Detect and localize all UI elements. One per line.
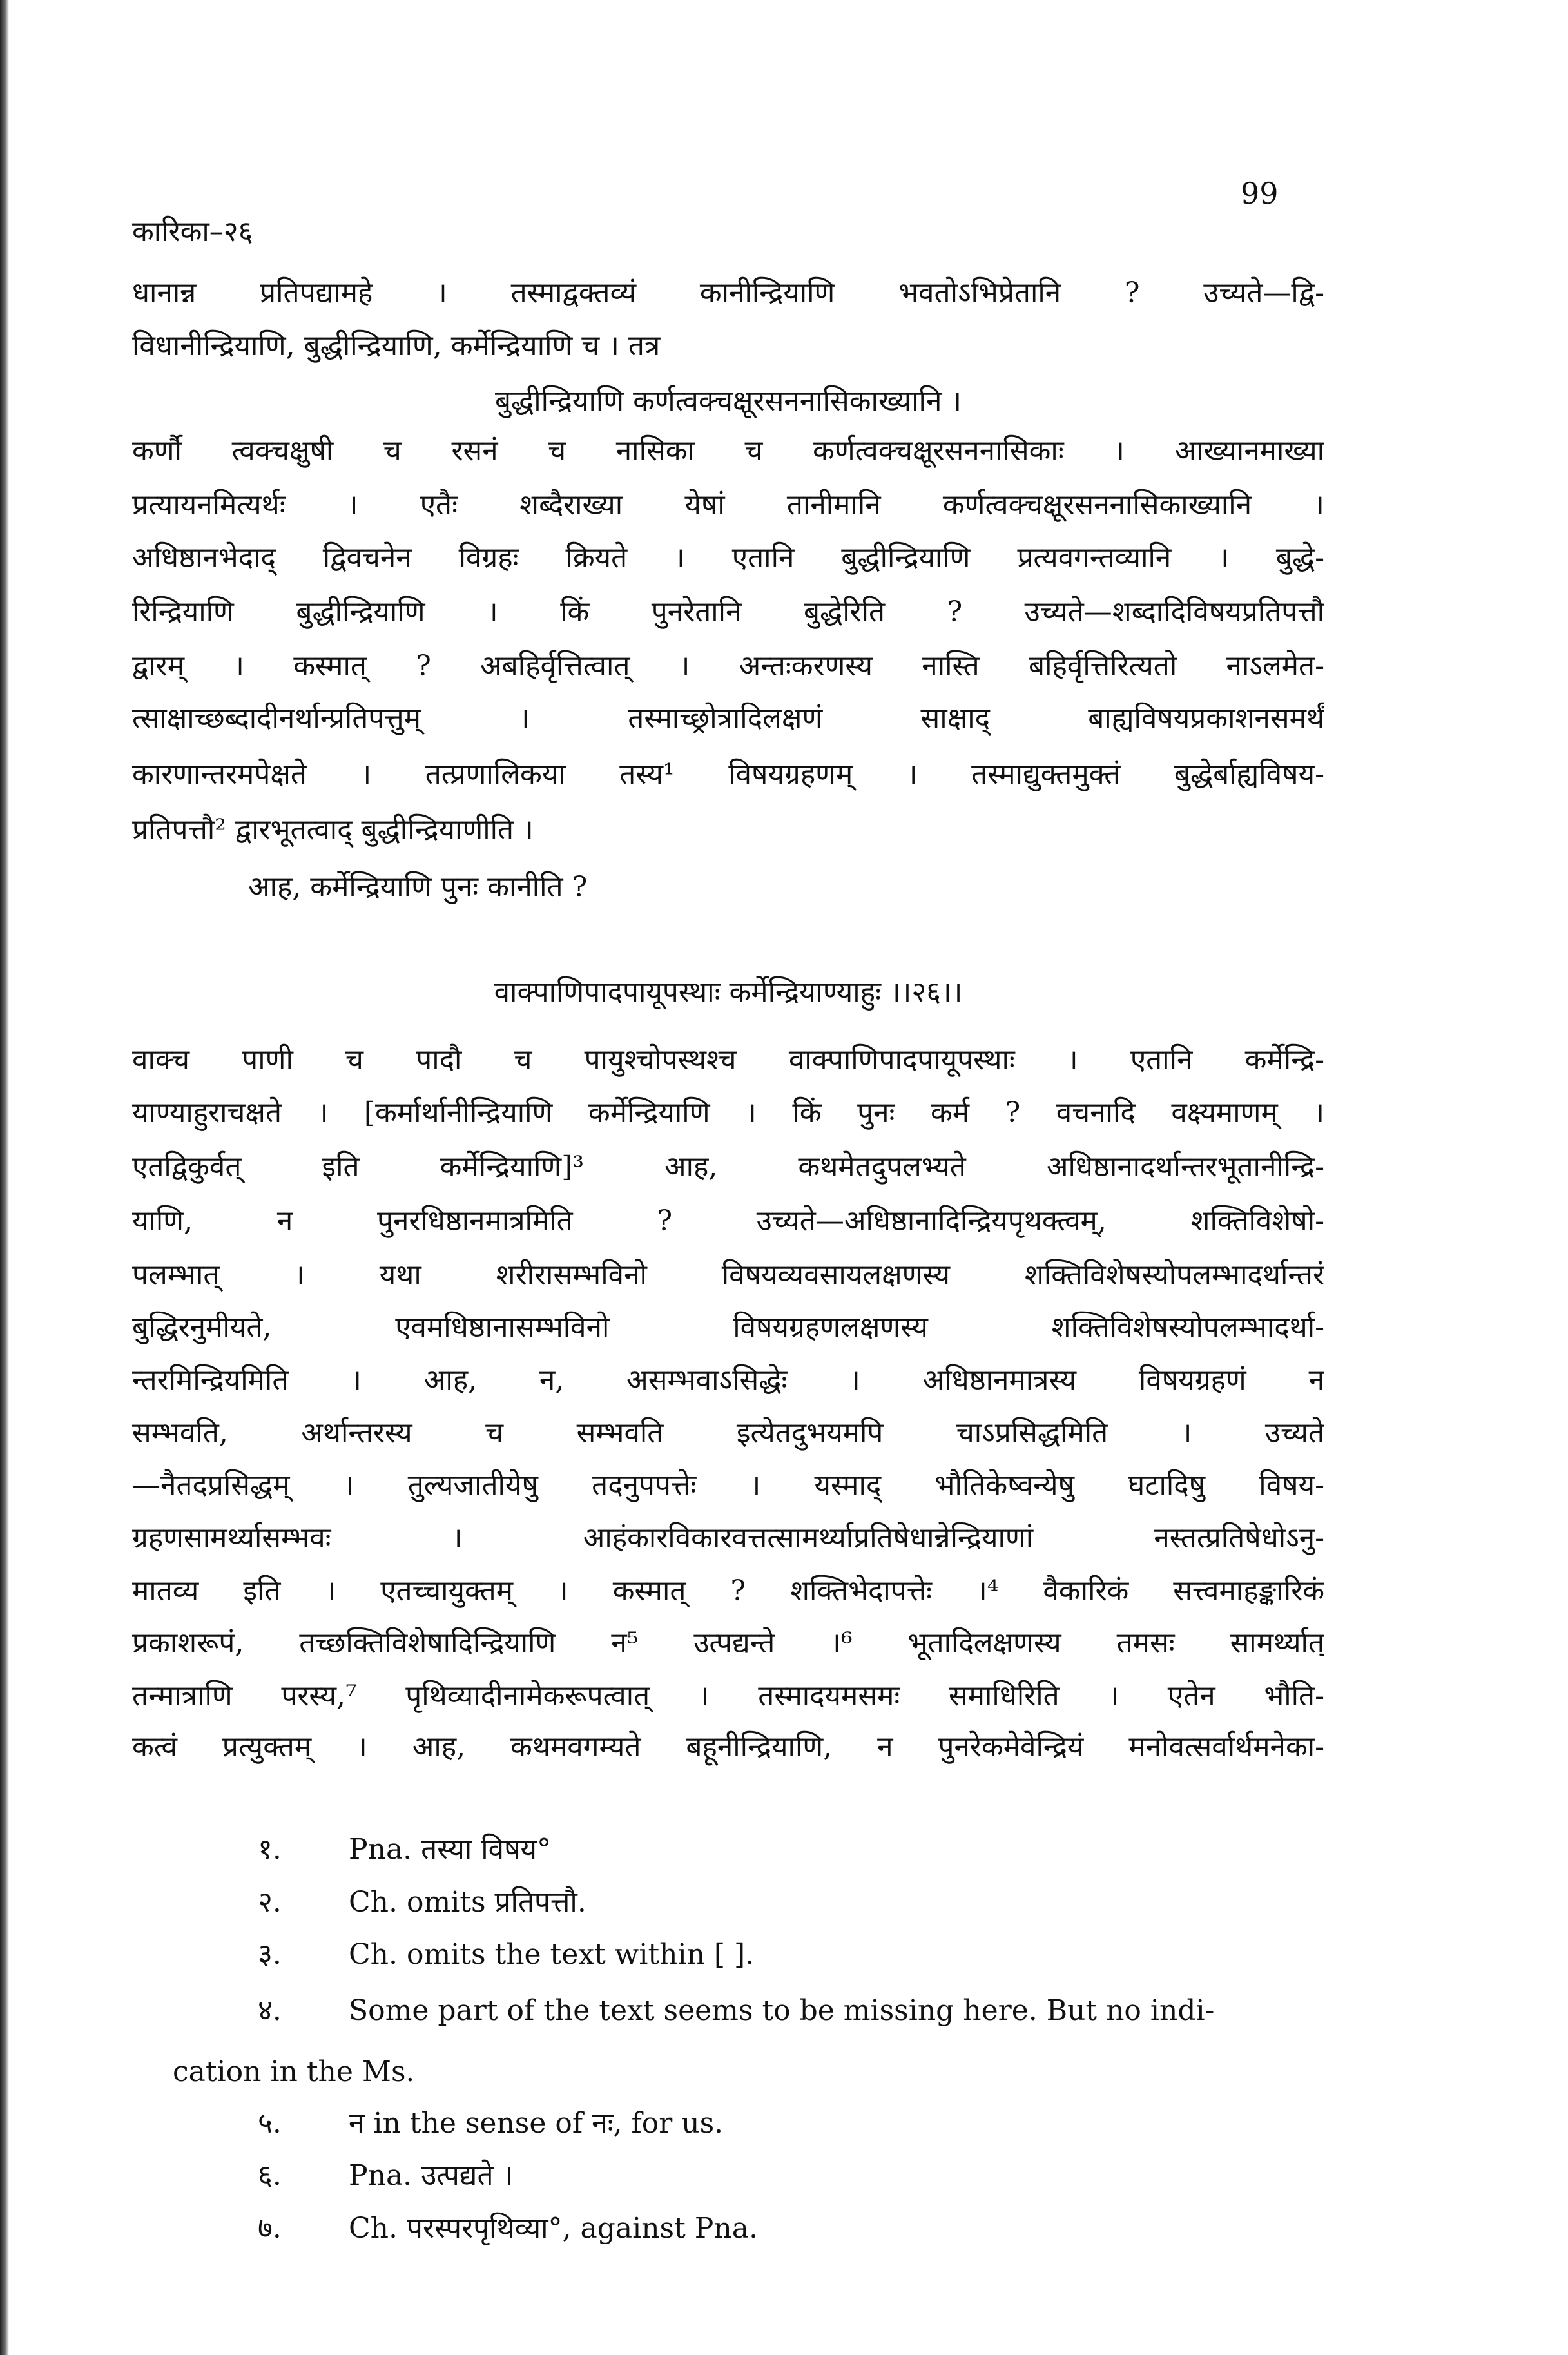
text-line: कत्वं प्रत्युक्तम् । आह, कथमवगम्यते बहूनीन्द्रियाणि, न पुनरेकमेवेन्द्रियं मनोवत्सर्वार्थमनेका- xyxy=(132,1730,1324,1763)
footnote-number: ६. xyxy=(258,2159,282,2192)
text-line: वाक्च पाणी च पादौ च पायुश्चोपस्थश्च वाक्पाणिपादपायूपस्थाः । एतानि कर्मेन्द्रि- xyxy=(132,1043,1324,1076)
footnote-number: ४. xyxy=(258,1994,282,2027)
footnote-text: Ch. omits the text within [ ]. xyxy=(349,1938,755,1971)
text-line: विधानीन्द्रियाणि, बुद्धीन्द्रियाणि, कर्मेन्द्रियाणि च । तत्र xyxy=(132,329,661,362)
footnote-text: Ch. परस्परपृथिव्या°, against Pna. xyxy=(349,2212,758,2245)
text-line: त्साक्षाच्छब्दादीनर्थान्प्रतिपत्तुम् । तस्माच्छ्रोत्रादिलक्षणं साक्षाद् बाह्यविषयप्रकाशनसमर्थं xyxy=(132,702,1324,735)
text-line: तन्मात्राणि परस्य,⁷ पृथिव्यादीनामेकरूपत्वात् । तस्मादयमसमः समाधिरिति । एतेन भौति- xyxy=(132,1680,1324,1712)
scan-edge xyxy=(0,0,9,2355)
text-line: प्रकाशरूपं, तच्छक्तिविशेषादिन्द्रियाणि न⁵ उत्पद्यन्ते ।⁶ भूतादिलक्षणस्य तमसः सामर्थ्यात् xyxy=(132,1627,1324,1660)
footnote-number: १. xyxy=(258,1833,282,1866)
text-line: एतद्विकुर्वत् इति कर्मेन्द्रियाणि]³ आह, कथमेतदुपलभ्यते अधिष्ठानादर्थान्तरभूतानीन्द्रि- xyxy=(132,1150,1324,1183)
text-line: कारणान्तरमपेक्षते । तत्प्रणालिकया तस्य¹ विषयग्रहणम् । तस्माद्युक्तमुक्तं बुद्धेर्बाह्यविषय- xyxy=(132,758,1324,791)
footnote-number: ५. xyxy=(258,2107,282,2140)
footnote-number: ७. xyxy=(258,2212,282,2245)
text-line: प्रतिपत्तौ² द्वारभूतत्वाद् बुद्धीन्द्रियाणीति । xyxy=(132,813,534,846)
text-line: याण्याहुराचक्षते । [कर्मार्थानीन्द्रियाणि कर्मेन्द्रियाणि । किं पुनः कर्म ? वचनादि वक्ष्यमाणम् । xyxy=(132,1096,1324,1129)
footnote-text: Ch. omits प्रतिपत्तौ. xyxy=(349,1886,586,1919)
text-line: द्वारम् । कस्मात् ? अबहिर्वृत्तित्वात् । अन्तःकरणस्य नास्ति बहिर्वृत्तिरित्यतो नाऽलमेत- xyxy=(132,650,1324,683)
text-line: —नैतदप्रसिद्धम् । तुल्यजातीयेषु तदनुपपत्तेः । यस्माद् भौतिकेष्वन्येषु घटादिषु विषय- xyxy=(132,1469,1324,1502)
text-line: सम्भवति, अर्थान्तरस्य च सम्भवति इत्येतदुभयमपि चाऽप्रसिद्धमिति । उच्यते xyxy=(132,1417,1324,1449)
text-line: मातव्य इति । एतच्चायुक्तम् । कस्मात् ? शक्तिभेदापत्तेः ।⁴ वैकारिकं सत्त्वमाहङ्कारिकं xyxy=(132,1575,1324,1607)
text-line: याणि, न पुनरधिष्ठानमात्रमिति ? उच्यते—अधिष्ठानादिन्द्रियपृथक्त्वम्, शक्तिविशेषो- xyxy=(132,1205,1324,1237)
footnote-text: न in the sense of नः, for us. xyxy=(349,2107,724,2140)
footnote-number: ३. xyxy=(258,1938,282,1971)
verse-heading: बुद्धीन्द्रियाणि कर्णत्वक्चक्षूरसननासिकाख्यानि । xyxy=(494,385,962,418)
question-line: आह, कर्मेन्द्रियाणि पुनः कानीति ? xyxy=(248,871,588,904)
footnote-text: Some part of the text seems to be missing here. But no indi- xyxy=(349,1994,1215,2027)
verse-heading: वाक्पाणिपादपायूपस्थाः कर्मेन्द्रियाण्याहुः ।।२६।। xyxy=(494,976,963,1009)
text-line: प्रत्यायनमित्यर्थः । एतैः शब्दैराख्या येषां तानीमानि कर्णत्वक्चक्षूरसननासिकाख्यानि । xyxy=(132,489,1324,521)
text-line: पलम्भात् । यथा शरीरासम्भविनो विषयव्यवसायलक्षणस्य शक्तिविशेषस्योपलम्भादर्थान्तरं xyxy=(132,1259,1324,1292)
footnote-text: Pna. तस्या विषय° xyxy=(349,1833,552,1866)
footnote-text: Pna. उत्पद्यते । xyxy=(349,2159,514,2192)
footnote-number: २. xyxy=(258,1886,282,1919)
text-line: रिन्द्रियाणि बुद्धीन्द्रियाणि । किं पुनरेतानि बुद्धेरिति ? उच्यते—शब्दादिविषयप्रतिपत्तौ xyxy=(132,596,1324,628)
page-number: 99 xyxy=(1241,176,1279,211)
running-title: कारिका–२६ xyxy=(132,215,253,248)
text-line: ग्रहणसामर्थ्यासम्भवः । आहंकारविकारवत्तत्सामर्थ्याप्रतिषेधान्नेन्द्रियाणां नस्तत्प्रतिषेधोऽनु- xyxy=(132,1522,1324,1555)
text-line: कर्णौ त्वक्चक्षुषी च रसनं च नासिका च कर्णत्वक्चक्षूरसननासिकाः । आख्यानमाख्या xyxy=(132,434,1324,467)
text-line: अधिष्ठानभेदाद् द्विवचनेन विग्रहः क्रियते । एतानि बुद्धीन्द्रियाणि प्रत्यवगन्तव्यानि । बुद्धे- xyxy=(132,541,1324,574)
text-line: धानान्न प्रतिपद्यामहे । तस्माद्वक्तव्यं कानीन्द्रियाणि भवतोऽभिप्रेतानि ? उच्यते—द्वि- xyxy=(132,276,1324,309)
text-line: बुद्धिरनुमीयते, एवमधिष्ठानासम्भविनो विषयग्रहणलक्षणस्य शक्तिविशेषस्योपलम्भादर्था- xyxy=(132,1311,1324,1344)
text-line: न्तरमिन्द्रियमिति । आह, न, असम्भवाऽसिद्धेः । अधिष्ठानमात्रस्य विषयग्रहणं न xyxy=(132,1364,1324,1397)
footnote-text: cation in the Ms. xyxy=(173,2055,415,2088)
